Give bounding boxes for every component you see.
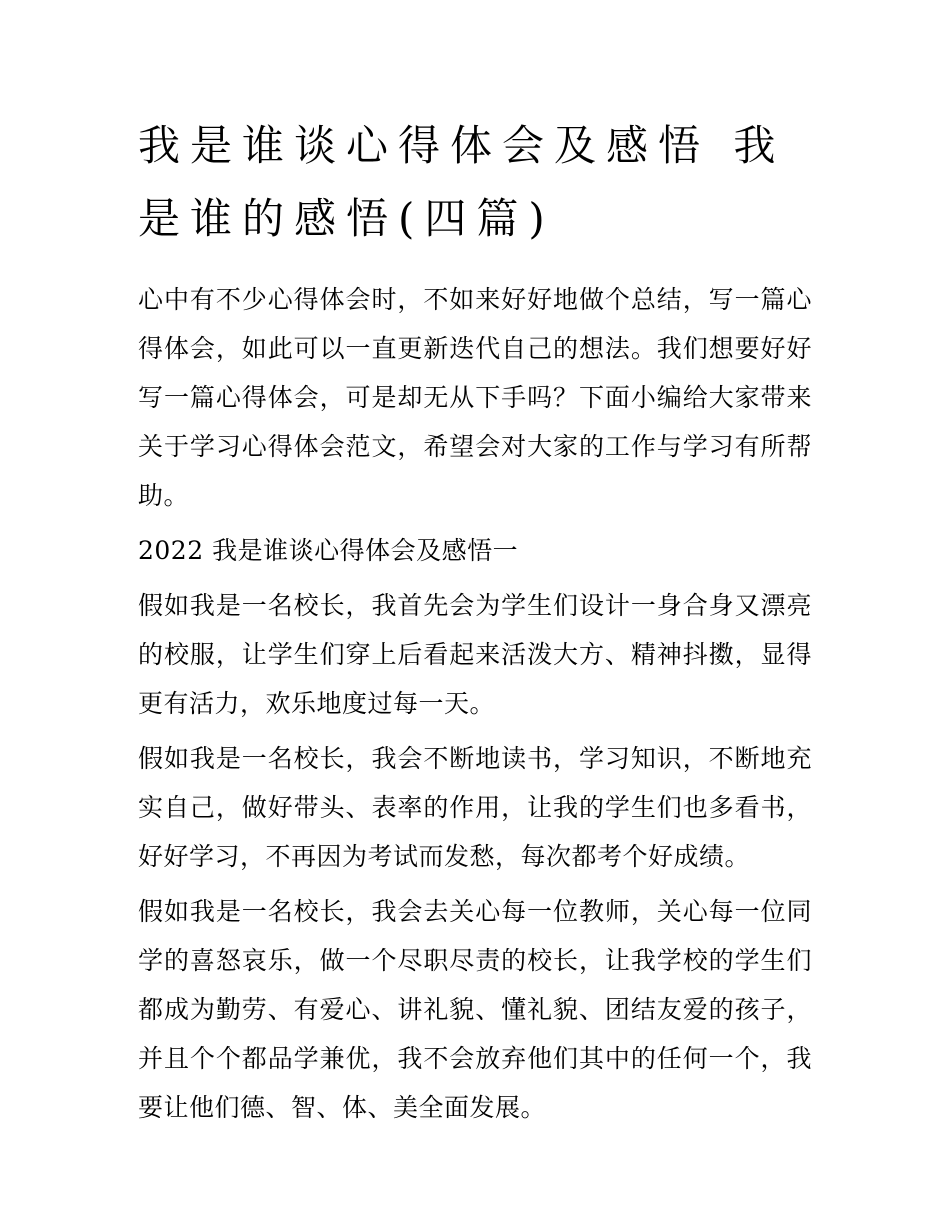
document-title: 我是谁谈心得体会及感悟 我是谁的感悟(四篇) <box>138 121 786 243</box>
paragraph-body-2: 假如我是一名校长，我会不断地读书，学习知识，不断地充实自己，做好带头、表率的作用，让我的学生们也多看书，好好学习，不再因为考试而发愁，每次都考个好成绩。 <box>138 744 812 871</box>
paragraph-intro: 心中有不少心得体会时，不如来好好地做个总结，写一篇心得体会，如此可以一直更新迭代自己的想法。我们想要好好写一篇心得体会，可是却无从下手吗？下面小编给大家带来关于学习心得体会范文，希望会对大家的工作与学习有所帮助。 <box>138 285 812 510</box>
paragraph-body-3: 假如我是一名校长，我会去关心每一位教师，关心每一位同学的喜怒哀乐，做一个尽职尽责的校长，让我学校的学生们都成为勤劳、有爱心、讲礼貌、懂礼貌、团结友爱的孩子，并且个个都品学兼优，我不会放弃他们其中的任何一个，我要让他们德、智、体、美全面发展。 <box>138 897 812 1122</box>
paragraph-section-heading: 2022 我是谁谈心得体会及感悟一 <box>138 536 519 565</box>
paragraph-body-1: 假如我是一名校长，我首先会为学生们设计一身合身又漂亮的校服，让学生们穿上后看起来活泼大方、精神抖擞，显得更有活力，欢乐地度过每一天。 <box>138 591 812 718</box>
